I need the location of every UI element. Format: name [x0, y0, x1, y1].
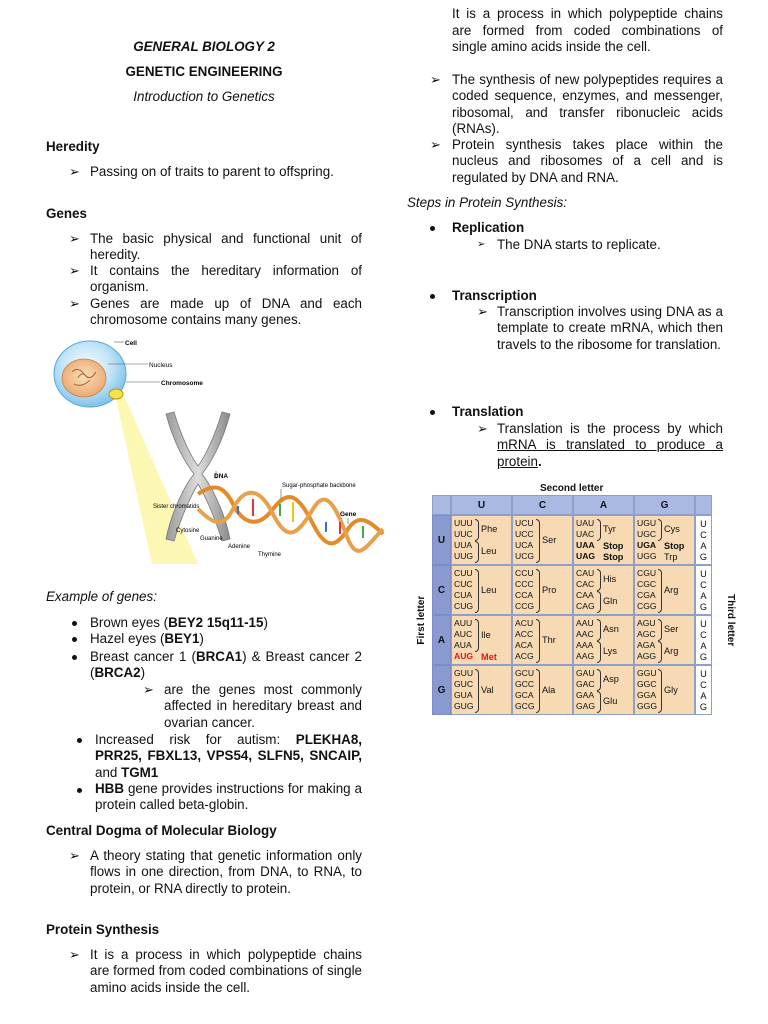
codon: GAC	[576, 679, 595, 689]
amino-acid-label: Asn	[603, 624, 619, 634]
codon: ACU	[515, 618, 534, 628]
brace	[597, 569, 601, 591]
brace	[475, 569, 479, 613]
brace	[536, 669, 540, 713]
amino-acid-label: Trp	[664, 551, 678, 562]
amino-acid-label: Ile	[481, 629, 491, 640]
brace	[597, 641, 601, 663]
bullet-dot-icon	[72, 655, 77, 660]
amino-acid-label: Lys	[603, 646, 617, 656]
third-letter-column	[695, 565, 712, 615]
first-letter-a: A	[432, 615, 451, 665]
arrow-bullet-icon: ➢	[477, 304, 488, 319]
label-thymine: Thymine	[258, 552, 282, 558]
codon: ACG	[515, 651, 534, 661]
amino-acid-label: Arg	[664, 646, 679, 656]
steps-heading: Steps in Protein Synthesis:	[407, 195, 568, 210]
codon: AGC	[637, 629, 656, 639]
arrow-bullet-icon: ➢	[69, 164, 80, 179]
amino-acid-label: Stop	[603, 551, 624, 562]
third-letter-u: U	[700, 519, 707, 529]
codon: AAC	[576, 629, 594, 639]
label-guanine: Guanine	[200, 536, 223, 542]
codon: GUC	[454, 679, 474, 689]
third-letter-a: A	[700, 541, 707, 551]
second-letter-c: C	[512, 495, 573, 515]
page-subtitle: Introduction to Genetics	[133, 89, 275, 104]
amino-acid-label: Gln	[603, 596, 618, 606]
first-letter-g: G	[432, 665, 451, 715]
codon: AGU	[637, 618, 656, 628]
second-letter-a: A	[573, 495, 634, 515]
codon: GCA	[515, 690, 534, 700]
bullet-dot-icon	[77, 738, 82, 743]
brace	[658, 641, 662, 663]
genetic-code-table	[432, 495, 716, 716]
second-letter-g: G	[634, 495, 695, 515]
amino-acid-label: Leu	[481, 546, 497, 556]
amino-acid-label: Leu	[481, 585, 497, 595]
codon: UGU	[637, 518, 657, 528]
codon: GGU	[637, 668, 657, 678]
arrow-bullet-icon: ➢	[69, 263, 80, 278]
example-autism: Increased risk for autism: PLEKHA8, PRR25, FBXL13, VPS54, SLFN5, SNCAIP, and TGM1	[95, 732, 362, 780]
step-translation-title: Translation	[452, 404, 524, 419]
course-title: GENERAL BIOLOGY 2	[133, 39, 275, 54]
codon: UGA	[637, 540, 657, 550]
brace	[475, 519, 479, 541]
brace	[597, 619, 601, 641]
third-letter-a: A	[700, 591, 707, 601]
brace	[536, 569, 540, 613]
codon: GCG	[515, 701, 535, 711]
brace	[597, 691, 601, 713]
amino-acid-label: His	[603, 574, 617, 584]
chromosome-dna-illustration	[48, 334, 390, 564]
codon: GAG	[576, 701, 596, 711]
label-nucleus: Nucleus	[149, 362, 173, 369]
third-letter-u: U	[700, 669, 707, 679]
codon: ACC	[515, 629, 534, 639]
amino-acid-label: Stop	[603, 540, 624, 551]
amino-acid-label: Glu	[603, 696, 618, 706]
third-letter-g: G	[699, 552, 708, 562]
codon: GAA	[576, 690, 595, 700]
third-letter-column	[695, 665, 712, 715]
amino-acid-label: Stop	[664, 540, 685, 551]
example-breast-cancer: Breast cancer 1 (BRCA1) & Breast cancer 2 (BRCA2)	[90, 649, 362, 681]
codon: UCA	[515, 540, 534, 550]
third-letter-a: A	[700, 641, 707, 651]
amino-acid-label: Cys	[664, 524, 680, 534]
bullet-dot-icon	[72, 621, 77, 626]
first-letter-c: C	[432, 565, 451, 615]
label-chromosome: Chromosome	[161, 380, 203, 387]
third-letter-c: C	[700, 630, 707, 640]
codon: CCA	[515, 590, 534, 600]
arrow-bullet-icon: ➢	[430, 72, 441, 87]
amino-acid-label: Tyr	[603, 524, 616, 534]
third-letter-c: C	[700, 680, 707, 690]
codon: CCC	[515, 579, 534, 589]
arrow-bullet-icon: ➢	[430, 137, 441, 152]
third-letter-column	[695, 615, 712, 665]
third-letter-label: Third letter	[725, 594, 737, 647]
codon: UCC	[515, 529, 534, 539]
example-hazel-eyes: Hazel eyes (BEY1)	[90, 631, 204, 646]
codon: UUA	[454, 540, 473, 550]
amino-acid-label: Ser	[664, 624, 679, 634]
bullet-dot-icon	[430, 226, 435, 231]
bullet-dot-icon	[430, 410, 435, 415]
codon: CCU	[515, 568, 534, 578]
bullet-dot-icon	[72, 637, 77, 642]
codon: CUC	[454, 579, 473, 589]
genes-heading: Genes	[46, 206, 87, 221]
third-letter-g: G	[699, 602, 708, 612]
third-letter-u: U	[700, 569, 707, 579]
table-corner-right	[695, 495, 712, 515]
brace	[658, 669, 662, 713]
codon: GAU	[576, 668, 595, 678]
first-letter-u: U	[432, 515, 451, 565]
amino-acid-label: Ala	[542, 685, 556, 695]
example-hbb: HBB gene provides instructions for making a protein called beta-globin.	[95, 781, 362, 813]
codon: UUC	[454, 529, 473, 539]
codon: AUA	[454, 640, 472, 650]
amino-acid-label: Met	[481, 651, 497, 662]
example-brown-eyes: Brown eyes (BEY2 15q11-15)	[90, 615, 268, 630]
codon: CAG	[576, 601, 595, 611]
codon: AUC	[454, 629, 473, 639]
codon: AUG	[454, 651, 474, 661]
brace	[658, 569, 662, 613]
codon: CUG	[454, 601, 474, 611]
third-letter-g: G	[699, 702, 708, 712]
arrow-bullet-icon: ➢	[143, 682, 154, 697]
codon: CGU	[637, 568, 657, 578]
codon: CGA	[637, 590, 656, 600]
codon: CCG	[515, 601, 535, 611]
codon: UGC	[637, 529, 657, 539]
zoom-beam	[114, 390, 198, 564]
codon: UAU	[576, 518, 595, 528]
codon: CUU	[454, 568, 473, 578]
label-gene: Gene	[340, 511, 357, 518]
nucleus-shape	[62, 359, 106, 397]
brace	[536, 619, 540, 663]
amino-acid-label: Arg	[664, 585, 679, 595]
codon: CAC	[576, 579, 595, 589]
third-letter-u: U	[700, 619, 707, 629]
codon: UCG	[515, 551, 535, 561]
second-letter-label: Second letter	[540, 483, 604, 494]
amino-acid-label: Pro	[542, 585, 557, 595]
codon: CGG	[637, 601, 657, 611]
brace	[597, 591, 601, 613]
codon: AGA	[637, 640, 656, 650]
examples-heading: Example of genes:	[46, 589, 157, 604]
amino-acid-label: Thr	[542, 635, 556, 645]
codon: CAU	[576, 568, 595, 578]
arrow-bullet-icon: ➢	[69, 947, 80, 962]
codon: AAG	[576, 651, 595, 661]
label-dna: DNA	[214, 473, 229, 480]
amino-acid-label: Asp	[603, 674, 619, 684]
brace	[658, 619, 662, 641]
codon: CUA	[454, 590, 473, 600]
codon: GUG	[454, 701, 474, 711]
codon: UAG	[576, 551, 596, 561]
third-letter-g: G	[699, 652, 708, 662]
third-letter-column	[695, 515, 712, 565]
label-sister-chromatids: Sister chromatids	[153, 504, 200, 510]
label-sugar-backbone: Sugar-phosphate backbone	[282, 483, 356, 489]
codon: AUU	[454, 618, 473, 628]
codon: UCU	[515, 518, 534, 528]
dogma-heading: Central Dogma of Molecular Biology	[46, 823, 277, 838]
label-cytosine: Cytosine	[176, 528, 200, 534]
bullet-dot-icon	[430, 294, 435, 299]
amino-acid-label: Phe	[481, 524, 498, 534]
codon: GUA	[454, 690, 473, 700]
protein-heading: Protein Synthesis	[46, 922, 160, 937]
bullet-dot-icon	[77, 788, 82, 793]
protein-item-continued: It is a process in which polypeptide chains are formed from coded combinations of single amino acids inside the cell.	[452, 6, 723, 54]
codon: UAA	[576, 540, 595, 550]
third-letter-c: C	[700, 580, 707, 590]
codon: GCU	[515, 668, 535, 678]
codon: AAA	[576, 640, 594, 650]
codon: UGG	[637, 551, 657, 561]
codon: GGA	[637, 690, 657, 700]
codon: GGG	[637, 701, 658, 711]
label-adenine: Adenine	[228, 544, 251, 550]
table-corner	[432, 495, 451, 515]
brace	[475, 669, 479, 713]
codon: CGC	[637, 579, 657, 589]
first-letter-label: First letter	[415, 595, 427, 645]
codon: UAC	[576, 529, 595, 539]
third-letter-c: C	[700, 530, 707, 540]
third-letter-a: A	[700, 691, 707, 701]
codon: CAA	[576, 590, 594, 600]
step-transcription-title: Transcription	[452, 288, 537, 303]
arrow-bullet-icon: ➢	[69, 848, 80, 863]
codon: GCC	[515, 679, 535, 689]
label-cell: Cell	[125, 340, 137, 347]
codon: GGC	[637, 679, 657, 689]
brace	[597, 669, 601, 691]
amino-acid-label: Ser	[542, 535, 557, 545]
brace	[475, 619, 479, 652]
heredity-heading: Heredity	[46, 139, 100, 154]
arrow-bullet-icon: ➢	[69, 296, 80, 311]
codon: ACA	[515, 640, 533, 650]
second-letter-u: U	[451, 495, 512, 515]
codon: GUU	[454, 668, 474, 678]
brace	[475, 541, 479, 563]
amino-acid-label: Val	[481, 685, 494, 695]
codon: AAU	[576, 618, 594, 628]
arrow-bullet-icon: ➢	[477, 421, 488, 436]
brace	[597, 519, 601, 541]
brace	[536, 519, 540, 563]
codon: AGG	[637, 651, 657, 661]
arrow-bullet-icon: ➢	[69, 231, 80, 246]
brace	[658, 519, 662, 541]
topic-title: GENETIC ENGINEERING	[125, 64, 283, 79]
arrow-bullet-icon: ➢	[477, 239, 486, 250]
codon: UUU	[454, 518, 473, 528]
step-replication-title: Replication	[452, 220, 525, 235]
codon: UUG	[454, 551, 474, 561]
amino-acid-label: Gly	[664, 685, 678, 695]
